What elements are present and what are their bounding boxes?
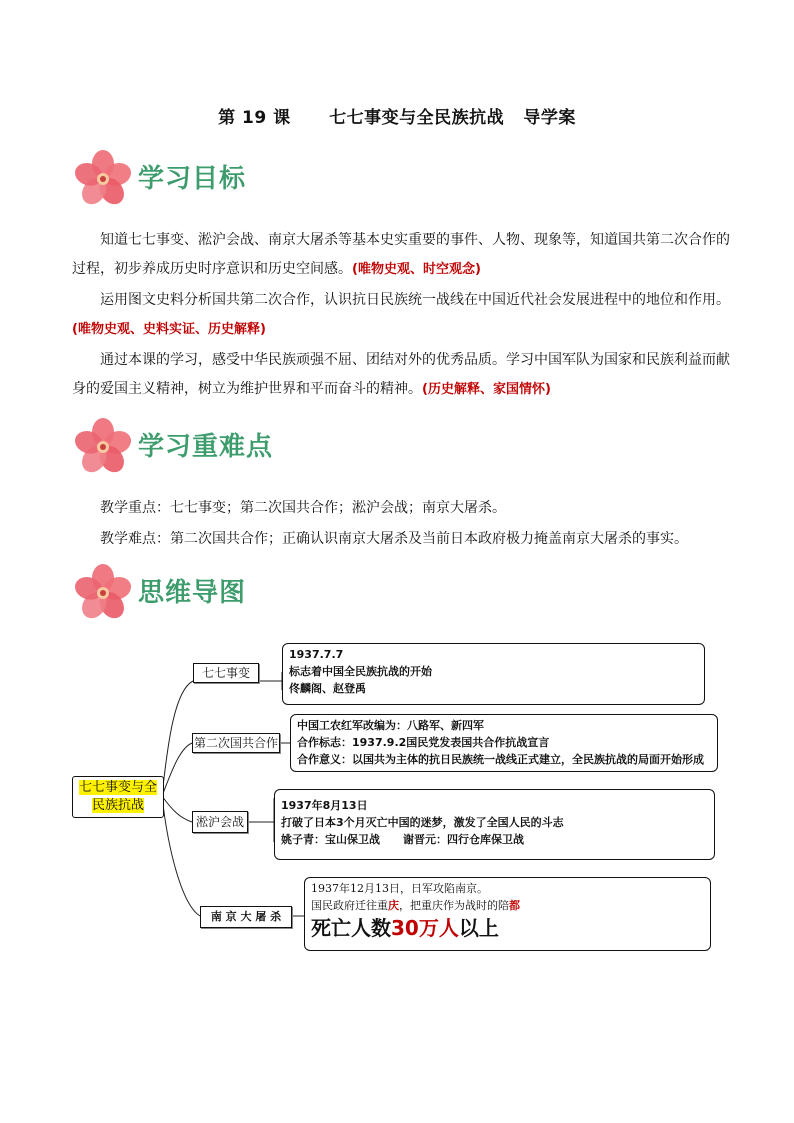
detail-line: 1937年12月13日，日军攻陷南京。 [311, 882, 488, 895]
section-title: 学习目标 [138, 164, 247, 194]
capital-move-line [311, 897, 704, 914]
detail-line: 合作标志：1937.9.2国民党发表国共合作抗战宣言 [297, 736, 550, 749]
text-segment: ，把重庆作为战时的陪 [399, 899, 509, 912]
branch-node-nanjing [200, 906, 292, 928]
lesson-number: 第 19 课 [218, 108, 291, 128]
detail-box-cooperation [290, 714, 718, 772]
death-toll-line [311, 914, 704, 942]
detail-box-nanjing [304, 877, 711, 951]
text-segment-highlight: 都 [509, 899, 520, 912]
objective-text: 通过本课的学习，感受中华民族顽强不屈、团结对外的优秀品质。学习中国军队为国家和民族利益而献身的爱国主义精神，树立为维护世界和平而奋斗的精神。 [72, 352, 730, 397]
section-title: 思维导图 [138, 578, 247, 608]
text-segment: 以上 [458, 916, 499, 940]
lesson-suffix: 导学案 [523, 108, 576, 128]
detail-line: 打破了日本3个月灭亡中国的迷梦，激发了全国人民的斗志 [281, 816, 564, 829]
branch-node-songhu [192, 811, 248, 833]
teaching-difficulty: 教学难点：第二次国共合作；正确认识南京大屠杀及当前日本政府极力掩盖南京大屠杀的事实。 [100, 531, 688, 547]
detail-box-songhu [274, 789, 715, 860]
text-segment-highlight: 庆 [388, 899, 399, 912]
objective-text: 运用图文史料分析国共第二次合作，认识抗日民族统一战线在中国近代社会发展进程中的地位和作用。 [100, 292, 730, 308]
branch-label: 第二次国共合作 [193, 736, 278, 750]
detail-line: 姚子青：宝山保卫战 谢晋元：四行仓库保卫战 [281, 833, 524, 846]
death-toll-number: 30万人 [391, 916, 459, 940]
detail-line: 中国工农红军改编为：八路军、新四军 [297, 719, 484, 732]
text-segment: 死亡人数 [311, 916, 391, 940]
branch-label: 淞沪会战 [195, 815, 244, 829]
branch-node-cooperation [192, 733, 280, 753]
objective-tag: (历史解释、家国情怀) [422, 382, 551, 397]
branch-node-july7 [193, 663, 259, 683]
detail-line: 1937年8月13日 [281, 799, 368, 812]
mind-map-root [72, 776, 164, 818]
branch-label: 南 京 大 屠 杀 [210, 910, 282, 923]
detail-line: 合作意义：以国共为主体的抗日民族统一战线正式建立，全民族抗战的局面开始形成 [297, 753, 704, 766]
detail-line: 标志着中国全民族抗战的开始 [289, 665, 432, 678]
objective-tag: (唯物史观、史料实证、历史解释) [72, 322, 266, 337]
text-segment: 国民政府迁往重 [311, 899, 388, 912]
section-title: 学习重难点 [138, 432, 274, 462]
root-label: 七七事变与全民族抗战 [78, 780, 157, 813]
detail-line: 佟麟阁、赵登禹 [289, 682, 366, 695]
branch-label: 七七事变 [201, 666, 250, 680]
objective-tag: (唯物史观、时空观念) [352, 262, 481, 277]
lesson-topic: 七七事变与全民族抗战 [329, 108, 505, 128]
detail-line: 1937.7.7 [289, 648, 344, 661]
objective-text: 知道七七事变、淞沪会战、南京大屠杀等基本史实重要的事件、人物、现象等，知道国共第二次合作的过程，初步养成历史时序意识和历史空间感。 [72, 232, 730, 277]
detail-box-july7 [282, 643, 705, 705]
teaching-focus: 教学重点：七七事变；第二次国共合作；淞沪会战；南京大屠杀。 [100, 500, 506, 516]
